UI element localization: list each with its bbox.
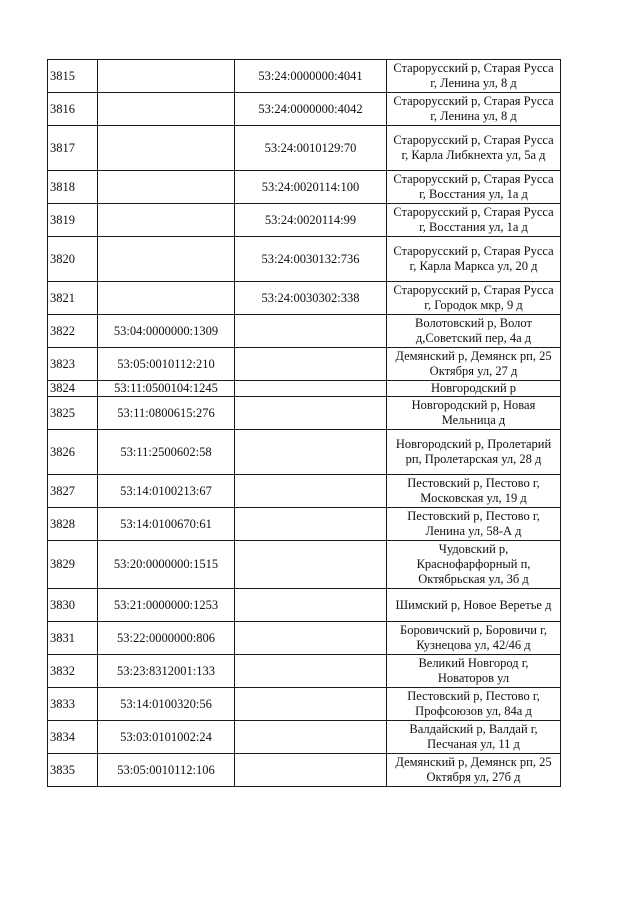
address-cell: Старорусский р, Старая Русса г, Карла Маркса ул, 20 д [387,237,561,282]
cadastral-number-alt-cell [235,688,387,721]
address-cell: Пестовский р, Пестово г, Профсоюзов ул, 84а д [387,688,561,721]
row-number-cell: 3830 [48,589,98,622]
table-row [48,754,561,787]
cadastral-number-alt-cell [235,315,387,348]
cadastral-number-cell: 53:05:0010112:210 [98,348,235,381]
row-number-cell: 3821 [48,282,98,315]
registry-table [47,59,561,787]
address-cell: Старорусский р, Старая Русса г, Городок мкр, 9 д [387,282,561,315]
table-row [48,204,561,237]
cadastral-number-cell: 53:11:0500104:1245 [98,381,235,397]
table-row [48,348,561,381]
row-number-cell: 3815 [48,60,98,93]
row-number-cell: 3835 [48,754,98,787]
row-number-cell: 3823 [48,348,98,381]
table-row [48,688,561,721]
cadastral-number-alt-cell [235,381,387,397]
table-row [48,721,561,754]
row-number-cell: 3818 [48,171,98,204]
cadastral-number-cell [98,93,235,126]
address-cell: Великий Новгород г, Новаторов ул [387,655,561,688]
row-number-cell: 3822 [48,315,98,348]
address-cell: Волотовский р, Волот д,Советский пер, 4а д [387,315,561,348]
table-row [48,93,561,126]
cadastral-number-cell: 53:21:0000000:1253 [98,589,235,622]
table-row [48,541,561,589]
cadastral-number-cell [98,60,235,93]
table-row [48,381,561,397]
address-cell: Старорусский р, Старая Русса г, Ленина ул, 8 д [387,93,561,126]
cadastral-number-cell [98,282,235,315]
row-number-cell: 3824 [48,381,98,397]
cadastral-number-alt-cell [235,348,387,381]
address-cell: Новгородский р, Новая Мельница д [387,397,561,430]
cadastral-number-cell: 53:11:2500602:58 [98,430,235,475]
table-row [48,622,561,655]
row-number-cell: 3829 [48,541,98,589]
address-cell: Чудовский р, Краснофарфорный п, Октябрьская ул, 3б д [387,541,561,589]
cadastral-number-cell: 53:03:0101002:24 [98,721,235,754]
row-number-cell: 3827 [48,475,98,508]
address-cell: Новгородский р, Пролетарий рп, Пролетарская ул, 28 д [387,430,561,475]
cadastral-number-alt-cell: 53:24:0030302:338 [235,282,387,315]
cadastral-number-alt-cell [235,397,387,430]
address-cell: Старорусский р, Старая Русса г, Ленина ул, 8 д [387,60,561,93]
cadastral-number-cell [98,126,235,171]
address-cell: Пестовский р, Пестово г, Ленина ул, 58-А д [387,508,561,541]
cadastral-number-alt-cell [235,541,387,589]
row-number-cell: 3816 [48,93,98,126]
address-cell: Демянский р, Демянск рп, 25 Октября ул, 27б д [387,754,561,787]
cadastral-number-cell: 53:05:0010112:106 [98,754,235,787]
address-cell: Новгородский р [387,381,561,397]
row-number-cell: 3831 [48,622,98,655]
row-number-cell: 3825 [48,397,98,430]
row-number-cell: 3834 [48,721,98,754]
cadastral-number-cell: 53:20:0000000:1515 [98,541,235,589]
address-cell: Старорусский р, Старая Русса г, Восстания ул, 1а д [387,204,561,237]
cadastral-number-alt-cell [235,508,387,541]
table-row [48,589,561,622]
cadastral-number-cell: 53:11:0800615:276 [98,397,235,430]
address-cell: Старорусский р, Старая Русса г, Карла Либкнехта ул, 5а д [387,126,561,171]
cadastral-number-alt-cell [235,721,387,754]
cadastral-number-alt-cell [235,622,387,655]
table-row [48,237,561,282]
row-number-cell: 3819 [48,204,98,237]
address-cell: Шимский р, Новое Веретье д [387,589,561,622]
table-row [48,171,561,204]
cadastral-number-alt-cell [235,475,387,508]
address-cell: Валдайский р, Валдай г, Песчаная ул, 11 д [387,721,561,754]
table-row [48,315,561,348]
table-row [48,508,561,541]
cadastral-number-alt-cell [235,754,387,787]
cadastral-number-alt-cell [235,589,387,622]
address-cell: Демянский р, Демянск рп, 25 Октября ул, 27 д [387,348,561,381]
cadastral-number-cell [98,204,235,237]
cadastral-number-alt-cell: 53:24:0010129:70 [235,126,387,171]
cadastral-number-alt-cell: 53:24:0030132:736 [235,237,387,282]
cadastral-number-cell: 53:22:0000000:806 [98,622,235,655]
table-row [48,126,561,171]
cadastral-number-alt-cell [235,430,387,475]
cadastral-number-cell: 53:14:0100213:67 [98,475,235,508]
row-number-cell: 3826 [48,430,98,475]
address-cell: Старорусский р, Старая Русса г, Восстания ул, 1а д [387,171,561,204]
cadastral-number-cell: 53:14:0100670:61 [98,508,235,541]
table-row [48,60,561,93]
cadastral-number-alt-cell: 53:24:0020114:100 [235,171,387,204]
cadastral-number-alt-cell: 53:24:0000000:4041 [235,60,387,93]
cadastral-number-cell: 53:23:8312001:133 [98,655,235,688]
table-row [48,655,561,688]
row-number-cell: 3832 [48,655,98,688]
row-number-cell: 3820 [48,237,98,282]
table-row [48,430,561,475]
cadastral-number-cell [98,237,235,282]
table-row [48,397,561,430]
row-number-cell: 3833 [48,688,98,721]
address-cell: Боровичский р, Боровичи г, Кузнецова ул, 42/46 д [387,622,561,655]
table-row [48,475,561,508]
address-cell: Пестовский р, Пестово г, Московская ул, 19 д [387,475,561,508]
cadastral-number-alt-cell [235,655,387,688]
cadastral-number-cell [98,171,235,204]
row-number-cell: 3817 [48,126,98,171]
row-number-cell: 3828 [48,508,98,541]
cadastral-number-alt-cell: 53:24:0000000:4042 [235,93,387,126]
cadastral-number-cell: 53:04:0000000:1309 [98,315,235,348]
table-row [48,282,561,315]
cadastral-number-cell: 53:14:0100320:56 [98,688,235,721]
cadastral-number-alt-cell: 53:24:0020114:99 [235,204,387,237]
table-body [48,60,561,787]
